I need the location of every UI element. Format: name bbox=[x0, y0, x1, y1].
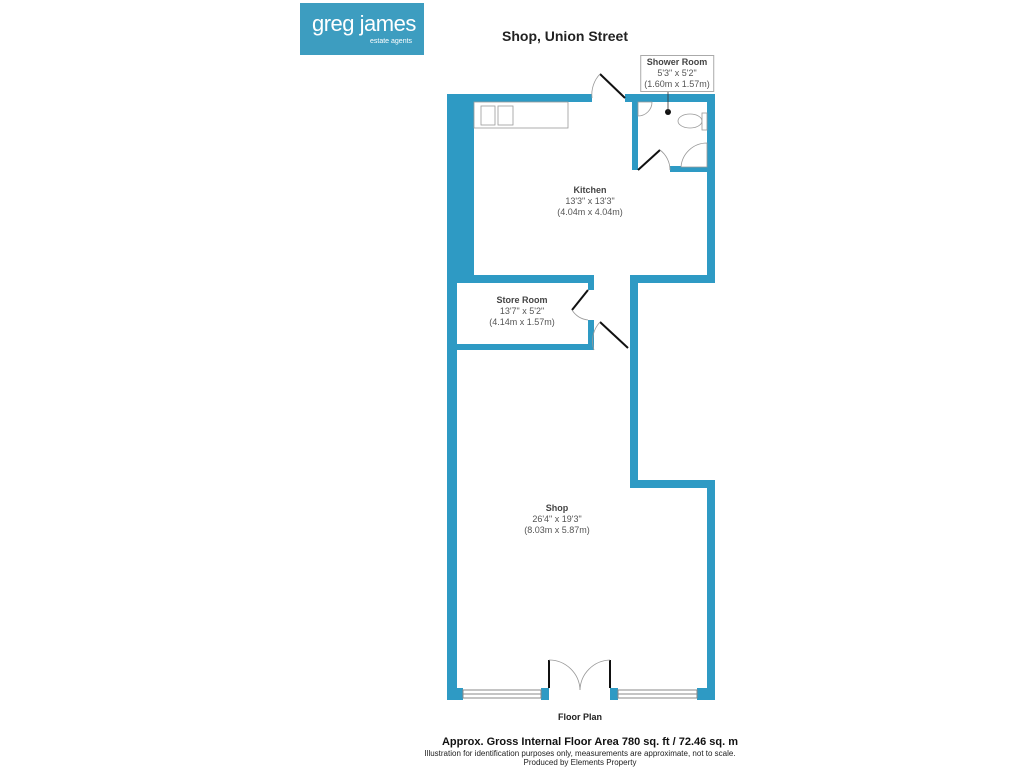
fixtures bbox=[474, 102, 707, 167]
store-room-label: Store Room 13'7" x 5'2" (4.14m x 1.57m) bbox=[489, 295, 555, 327]
producer: Produced by Elements Property bbox=[523, 758, 637, 767]
hob-icon bbox=[481, 106, 495, 125]
door-swings bbox=[549, 74, 670, 690]
floor-plan-label: Floor Plan bbox=[557, 712, 602, 722]
shower-room-label: Shower Room 5'3" x 5'2" (1.60m x 1.57m) bbox=[640, 55, 714, 92]
sink-icon bbox=[498, 106, 513, 125]
page-title: Shop, Union Street bbox=[502, 28, 628, 44]
windows bbox=[463, 690, 697, 698]
logo-tagline: estate agents bbox=[370, 38, 413, 45]
floor-area: Approx. Gross Internal Floor Area 780 sq. ft / 72.46 sq. m bbox=[441, 736, 739, 748]
doors bbox=[549, 74, 660, 688]
shop-label: Shop 26'4" x 19'3" (8.03m x 5.87m) bbox=[524, 503, 590, 535]
logo-name: greg james bbox=[312, 11, 416, 36]
kitchen-label: Kitchen 13'3" x 13'3" (4.04m x 4.04m) bbox=[557, 185, 623, 217]
shower-tray-icon bbox=[681, 143, 707, 167]
basin-icon bbox=[638, 102, 652, 116]
disclaimer: Illustration for identification purposes only, measurements are approximate, not to scale. bbox=[424, 749, 736, 758]
toilet-icon bbox=[678, 114, 702, 128]
